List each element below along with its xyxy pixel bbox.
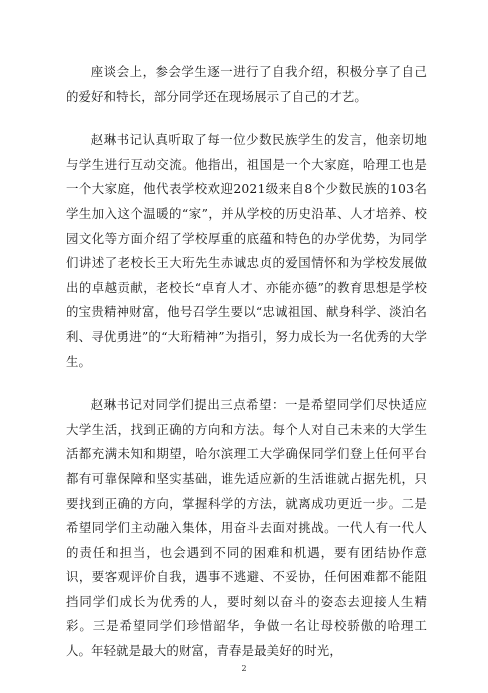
page-number: 2 <box>241 664 247 673</box>
paragraph-forum-intro: 座谈会上，参会学生逐一进行了自我介绍，积极分享了自己的爱好和特长，部分同学还在现场展示了自己的才艺。 <box>66 64 427 104</box>
document-body <box>66 60 427 683</box>
paragraph-three-hopes: 赵琳书记对同学们提出三点希望：一是希望同学们尽快适应大学生活，找到正确的方向和方法。每个人对自己未来的大学生活都充满未知和期望，哈尔滨理工大学确保同学们登上任何平台都有可靠保障和坚实基础，谁先适应新的生活谁就占据先机，只要找到正确的方向，掌握科学的方法，就离成功更近一步。二是希望同学们主动融入集体，用奋斗去面对挑战。一代人有一代人的责任和担当，也会遇到不同的困难和机遇，要有团结协作意识，要客观评价自我，遇事不逃避、不妥协，任何困难都不能阻挡同学们成长为优秀的人，要时刻以奋斗的姿态去迎接人生精彩。三是希望同学们珍惜韶华，争做一名让母校骄傲的哈理工人。年轻就是最大的财富，青春是最美好的时光， <box>66 397 427 659</box>
paragraph-secretary-speech: 赵琳书记认真听取了每一位少数民族学生的发言，他亲切地与学生进行互动交流。他指出，祖国是一个大家庭，哈理工也是一个大家庭，他代表学校欢迎2021级来自8个少数民族的103名学生加入这个温暖的“家”，并从学校的历史沿革、人才培养、校园文化等方面介绍了学校厚重的底蕴和特色的办学优势，为同学们讲述了老校长王大珩先生赤诚忠贞的爱国情怀和为学校发展做出的卓越贡献，老校长“卓育人才、亦能亦德”的教育思想是学校的宝贵精神财富，他号召学生要以“忠诚祖国、献身科学、淡泊名利、寻优勇进”的“大珩精神”为指引，努力成长为一名优秀的大学生。 <box>66 132 427 369</box>
